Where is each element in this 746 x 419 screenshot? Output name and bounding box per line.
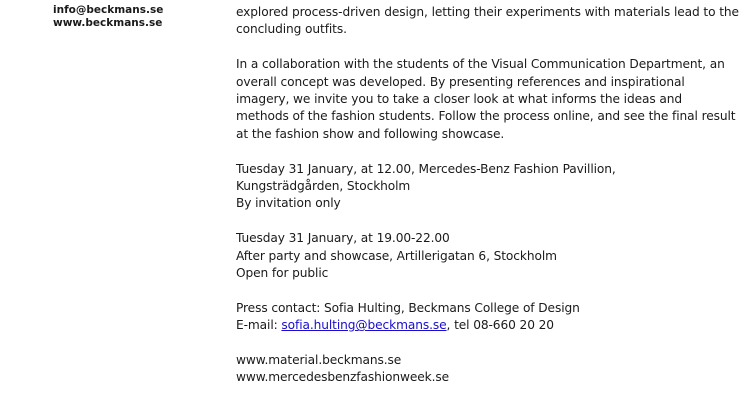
press-contact	[236, 300, 736, 335]
event-location: Kungsträdgården, Stockholm	[236, 179, 411, 194]
phone-number: , tel 08-660 20 20	[446, 318, 554, 333]
website-links	[236, 352, 736, 387]
event-location: After party and showcase, Artillerigatan 6, Stockholm	[236, 248, 557, 263]
collab-line: methods of the fashion students. Follow the process online, and see the final result	[236, 109, 736, 124]
press-email-link[interactable]: sofia.hulting@beckmans.se	[281, 318, 447, 333]
fashion-show-event	[236, 161, 736, 213]
collab-line: at the fashion show and following showcase.	[236, 126, 505, 141]
fashionweek-website: www.mercedesbenzfashionweek.se	[236, 370, 450, 385]
collab-line: In a collaboration with the students of the Visual Communication Department, an	[236, 57, 725, 72]
sidebar-email: info@beckmans.se	[53, 4, 164, 16]
intro-line: explored process-driven design, letting their experiments with materials lead to the	[236, 5, 739, 19]
email-label: E-mail:	[236, 318, 282, 333]
press-contact-name: Press contact: Sofia Hulting, Beckmans College of Design	[236, 300, 580, 315]
event-access: By invitation only	[236, 196, 341, 211]
intro-paragraph	[236, 4, 739, 39]
sidebar-website: www.beckmans.se	[53, 17, 163, 29]
contact-sidebar	[53, 4, 223, 30]
event-access: Open for public	[236, 266, 329, 281]
intro-line: concluding outfits.	[236, 22, 347, 37]
material-website: www.material.beckmans.se	[236, 353, 402, 368]
collaboration-paragraph	[236, 56, 736, 143]
collab-line: imagery, we invite you to take a closer look at what informs the ideas and	[236, 92, 683, 107]
event-datetime: Tuesday 31 January, at 19.00-22.00	[236, 231, 450, 246]
after-party-event	[236, 230, 736, 282]
event-datetime: Tuesday 31 January, at 12.00, Mercedes-Benz Fashion Pavillion,	[236, 161, 616, 176]
collab-line: overall concept was developed. By presenting references and inspirational	[236, 74, 685, 89]
press-contact-details	[236, 317, 736, 334]
press-release-body	[236, 4, 739, 404]
